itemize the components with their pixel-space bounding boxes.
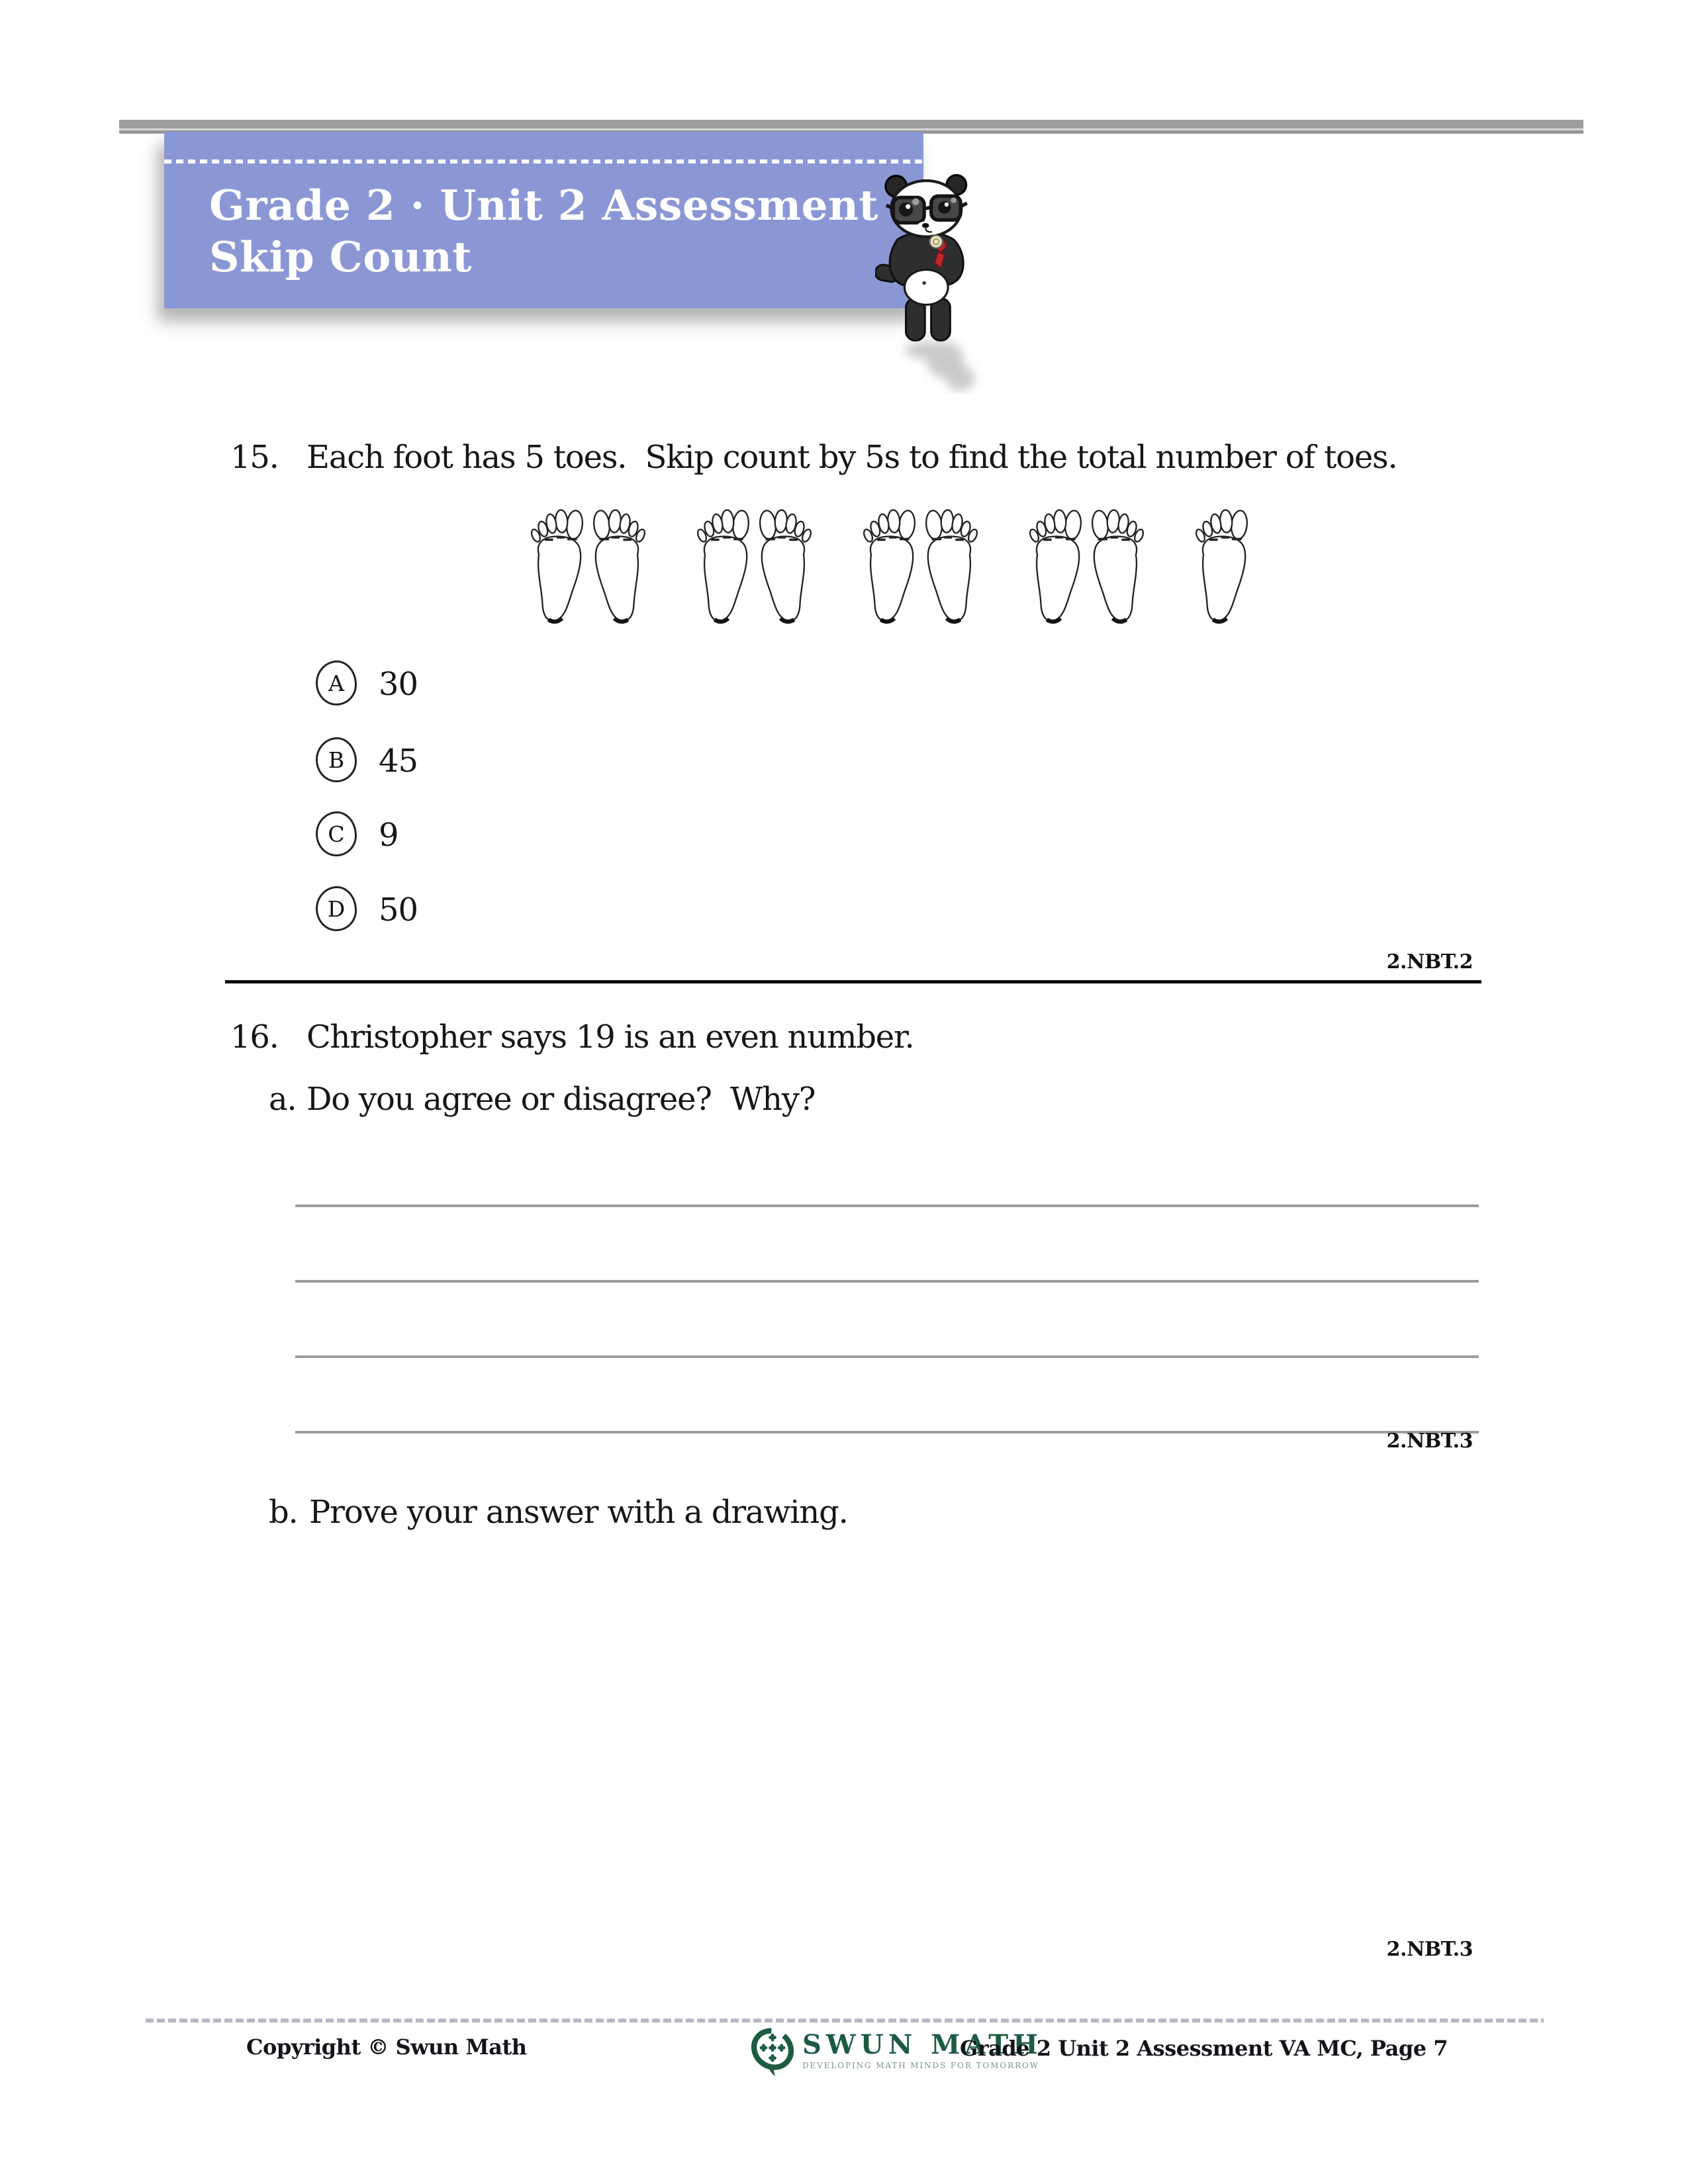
option-label-d: D [327,895,346,922]
page-title [209,179,878,283]
question-16-number: 16. [230,1019,279,1056]
option-bubble-a[interactable] [316,660,357,705]
part-b-prompt: Prove your answer with a drawing. [309,1494,848,1531]
question-15-text: Each foot has 5 toes. Skip count by 5s to find the total number of toes. [306,439,1397,476]
logo-tagline: DEVELOPING MATH MINDS FOR TOMORROW [802,2061,1039,2070]
swun-math-logo-icon [751,2024,796,2079]
question-16-text: Christopher says 19 is an even number. [306,1019,914,1056]
logo-name: SWUN MATH [802,2029,1043,2060]
option-bubble-d[interactable] [316,886,357,931]
option-value-d: 50 [379,891,418,929]
section-divider [225,980,1481,983]
option-bubble-c[interactable] [316,811,357,856]
standard-label-q15: 2.NBT.2 [1386,950,1473,974]
page-title-line1: Grade 2 · Unit 2 Assessment [209,181,878,230]
part-a-label: a. [269,1081,297,1118]
part-a-prompt: Do you agree or disagree? Why? [306,1081,816,1118]
option-label-c: C [328,821,345,847]
answer-line[interactable] [295,1280,1479,1283]
option-bubble-b[interactable] [316,737,357,782]
option-value-c: 9 [379,817,399,854]
header-banner [164,132,923,308]
standard-label-q16a: 2.NBT.3 [1386,1430,1473,1453]
feet-illustration [527,507,1251,629]
panda-mascot-icon [875,169,994,394]
option-label-a: A [328,670,344,696]
question-15-number: 15. [230,439,279,476]
part-b-label: b. [269,1494,298,1531]
footer-dashed-line [146,2019,1544,2023]
answer-line[interactable] [295,1205,1479,1207]
standard-label-q16b: 2.NBT.3 [1386,1938,1473,1961]
option-value-b: 45 [379,743,418,780]
option-label-b: B [328,747,345,773]
page-title-line2: Skip Count [209,232,472,281]
footer-copyright: Copyright © Swun Math [246,2034,527,2060]
banner-dashed-line [164,159,923,163]
option-value-a: 30 [379,666,418,703]
footer-page-info: Grade 2 Unit 2 Assessment VA MC, Page 7 [959,2036,1448,2061]
answer-line[interactable] [295,1355,1479,1358]
answer-line[interactable] [295,1431,1479,1433]
